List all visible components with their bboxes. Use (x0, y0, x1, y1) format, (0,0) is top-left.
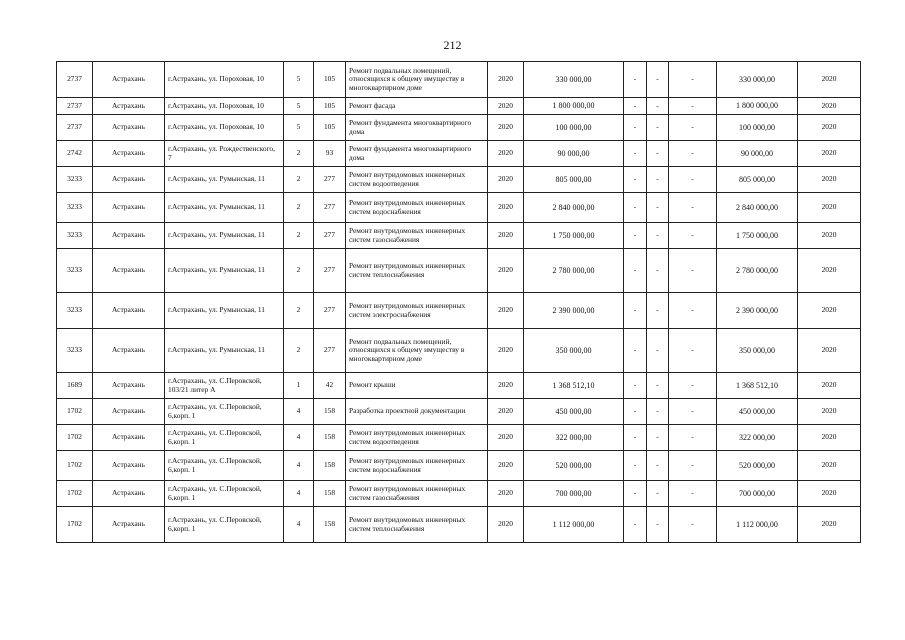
work-description-cell: Ремонт внутридомовых инженерных систем теплоснабжения (346, 249, 488, 293)
work-description-cell: Разработка проектной документации (346, 399, 488, 425)
fund-source-1-cell: - (624, 329, 647, 373)
deadline-cell: 2020 (798, 167, 861, 193)
fund-source-3-cell: - (669, 329, 717, 373)
fund-source-1-cell: - (624, 481, 647, 507)
city-cell: Астрахань (93, 249, 165, 293)
address-cell: г.Астрахань, ул. Румынская, 11 (165, 167, 284, 193)
fund-source-3-cell: - (669, 141, 717, 167)
fund-source-1-cell: - (624, 141, 647, 167)
address-cell: г.Астрахань, ул. Рождественского, 7 (165, 141, 284, 167)
area-cell: 42 (314, 373, 346, 399)
area-cell: 158 (314, 451, 346, 481)
floors-cell: 2 (284, 249, 314, 293)
area-cell: 158 (314, 399, 346, 425)
fund-source-3-cell: - (669, 373, 717, 399)
floors-cell: 2 (284, 329, 314, 373)
fund-source-1-cell: - (624, 62, 647, 98)
fund-source-3-cell: - (669, 223, 717, 249)
table-row (57, 373, 861, 399)
fund-source-2-cell: - (647, 507, 669, 543)
work-description-cell: Ремонт внутридомовых инженерных систем водоотведения (346, 425, 488, 451)
fund-source-3-cell: - (669, 98, 717, 115)
table-row (57, 507, 861, 543)
year-cell: 2020 (488, 141, 524, 167)
deadline-cell: 2020 (798, 249, 861, 293)
fund-source-2-cell: - (647, 249, 669, 293)
city-cell: Астрахань (93, 115, 165, 141)
year-cell: 2020 (488, 293, 524, 329)
total-cost-cell: 322 000,00 (524, 425, 624, 451)
fund-source-2-cell: - (647, 293, 669, 329)
total-cost-cell: 1 750 000,00 (524, 223, 624, 249)
year-cell: 2020 (488, 249, 524, 293)
fund-amount-cell: 450 000,00 (717, 399, 798, 425)
city-cell: Астрахань (93, 98, 165, 115)
fund-amount-cell: 1 800 000,00 (717, 98, 798, 115)
id-cell: 2737 (57, 98, 93, 115)
id-cell: 3233 (57, 193, 93, 223)
fund-source-2-cell: - (647, 141, 669, 167)
floors-cell: 2 (284, 223, 314, 249)
deadline-cell: 2020 (798, 62, 861, 98)
address-cell: г.Астрахань, ул. Румынская, 11 (165, 293, 284, 329)
area-cell: 105 (314, 62, 346, 98)
floors-cell: 4 (284, 481, 314, 507)
floors-cell: 1 (284, 373, 314, 399)
fund-source-3-cell: - (669, 115, 717, 141)
id-cell: 1702 (57, 507, 93, 543)
fund-source-2-cell: - (647, 425, 669, 451)
city-cell: Астрахань (93, 193, 165, 223)
total-cost-cell: 2 390 000,00 (524, 293, 624, 329)
address-cell: г.Астрахань, ул. С.Перовской, 6,корп. 1 (165, 481, 284, 507)
fund-source-2-cell: - (647, 62, 669, 98)
table-row (57, 167, 861, 193)
deadline-cell: 2020 (798, 425, 861, 451)
id-cell: 2737 (57, 115, 93, 141)
fund-amount-cell: 2 390 000,00 (717, 293, 798, 329)
table-row (57, 481, 861, 507)
city-cell: Астрахань (93, 451, 165, 481)
address-cell: г.Астрахань, ул. С.Перовской, 6,корп. 1 (165, 451, 284, 481)
deadline-cell: 2020 (798, 399, 861, 425)
fund-source-1-cell: - (624, 223, 647, 249)
fund-source-3-cell: - (669, 293, 717, 329)
fund-amount-cell: 805 000,00 (717, 167, 798, 193)
work-description-cell: Ремонт внутридомовых инженерных систем водоотведения (346, 167, 488, 193)
address-cell: г.Астрахань, ул. Пороховая, 10 (165, 62, 284, 98)
fund-source-3-cell: - (669, 507, 717, 543)
floors-cell: 5 (284, 115, 314, 141)
table-row (57, 329, 861, 373)
total-cost-cell: 2 780 000,00 (524, 249, 624, 293)
year-cell: 2020 (488, 507, 524, 543)
address-cell: г.Астрахань, ул. С.Перовской, 6,корп. 1 (165, 425, 284, 451)
fund-source-2-cell: - (647, 167, 669, 193)
floors-cell: 5 (284, 98, 314, 115)
work-description-cell: Ремонт фундамента многоквартирного дома (346, 141, 488, 167)
total-cost-cell: 350 000,00 (524, 329, 624, 373)
work-description-cell: Ремонт внутридомовых инженерных систем газоснабжения (346, 223, 488, 249)
fund-amount-cell: 700 000,00 (717, 481, 798, 507)
floors-cell: 2 (284, 141, 314, 167)
fund-source-2-cell: - (647, 451, 669, 481)
table-row (57, 62, 861, 98)
fund-source-3-cell: - (669, 249, 717, 293)
year-cell: 2020 (488, 373, 524, 399)
fund-source-2-cell: - (647, 98, 669, 115)
fund-source-3-cell: - (669, 451, 717, 481)
id-cell: 1702 (57, 425, 93, 451)
id-cell: 3233 (57, 249, 93, 293)
year-cell: 2020 (488, 223, 524, 249)
fund-source-2-cell: - (647, 399, 669, 425)
fund-amount-cell: 330 000,00 (717, 62, 798, 98)
total-cost-cell: 330 000,00 (524, 62, 624, 98)
fund-source-3-cell: - (669, 193, 717, 223)
area-cell: 277 (314, 329, 346, 373)
id-cell: 1702 (57, 399, 93, 425)
address-cell: г.Астрахань, ул. Румынская, 11 (165, 223, 284, 249)
city-cell: Астрахань (93, 223, 165, 249)
fund-source-1-cell: - (624, 193, 647, 223)
total-cost-cell: 1 112 000,00 (524, 507, 624, 543)
work-description-cell: Ремонт внутридомовых инженерных систем газоснабжения (346, 481, 488, 507)
fund-amount-cell: 1 368 512,10 (717, 373, 798, 399)
fund-source-1-cell: - (624, 115, 647, 141)
id-cell: 1702 (57, 451, 93, 481)
address-cell: г.Астрахань, ул. Румынская, 11 (165, 249, 284, 293)
area-cell: 277 (314, 293, 346, 329)
city-cell: Астрахань (93, 481, 165, 507)
fund-amount-cell: 90 000,00 (717, 141, 798, 167)
address-cell: г.Астрахань, ул. С.Перовской, 103/21 литер А (165, 373, 284, 399)
year-cell: 2020 (488, 451, 524, 481)
floors-cell: 2 (284, 193, 314, 223)
id-cell: 3233 (57, 167, 93, 193)
address-cell: г.Астрахань, ул. Пороховая, 10 (165, 115, 284, 141)
fund-amount-cell: 322 000,00 (717, 425, 798, 451)
id-cell: 2737 (57, 62, 93, 98)
area-cell: 277 (314, 167, 346, 193)
table-row (57, 249, 861, 293)
area-cell: 277 (314, 223, 346, 249)
fund-source-2-cell: - (647, 373, 669, 399)
area-cell: 105 (314, 98, 346, 115)
id-cell: 3233 (57, 293, 93, 329)
year-cell: 2020 (488, 193, 524, 223)
city-cell: Астрахань (93, 399, 165, 425)
fund-source-3-cell: - (669, 425, 717, 451)
id-cell: 1702 (57, 481, 93, 507)
fund-source-3-cell: - (669, 62, 717, 98)
fund-source-3-cell: - (669, 399, 717, 425)
work-description-cell: Ремонт внутридомовых инженерных систем водоснабжения (346, 193, 488, 223)
total-cost-cell: 100 000,00 (524, 115, 624, 141)
total-cost-cell: 1 368 512,10 (524, 373, 624, 399)
table-row (57, 293, 861, 329)
year-cell: 2020 (488, 329, 524, 373)
fund-source-1-cell: - (624, 167, 647, 193)
work-description-cell: Ремонт фасада (346, 98, 488, 115)
floors-cell: 4 (284, 507, 314, 543)
area-cell: 158 (314, 425, 346, 451)
year-cell: 2020 (488, 98, 524, 115)
page-number: 212 (443, 38, 462, 52)
table-row (57, 193, 861, 223)
area-cell: 93 (314, 141, 346, 167)
address-cell: г.Астрахань, ул. Румынская, 11 (165, 193, 284, 223)
table-row (57, 141, 861, 167)
fund-source-2-cell: - (647, 223, 669, 249)
total-cost-cell: 805 000,00 (524, 167, 624, 193)
table-row (57, 98, 861, 115)
deadline-cell: 2020 (798, 141, 861, 167)
city-cell: Астрахань (93, 167, 165, 193)
year-cell: 2020 (488, 167, 524, 193)
fund-source-2-cell: - (647, 193, 669, 223)
city-cell: Астрахань (93, 62, 165, 98)
fund-source-1-cell: - (624, 98, 647, 115)
work-description-cell: Ремонт внутридомовых инженерных систем водоснабжения (346, 451, 488, 481)
id-cell: 3233 (57, 223, 93, 249)
table-row (57, 399, 861, 425)
deadline-cell: 2020 (798, 193, 861, 223)
fund-source-1-cell: - (624, 373, 647, 399)
work-description-cell: Ремонт фундамента многоквартирного дома (346, 115, 488, 141)
deadline-cell: 2020 (798, 481, 861, 507)
city-cell: Астрахань (93, 141, 165, 167)
work-description-cell: Ремонт крыши (346, 373, 488, 399)
city-cell: Астрахань (93, 293, 165, 329)
deadline-cell: 2020 (798, 329, 861, 373)
total-cost-cell: 450 000,00 (524, 399, 624, 425)
floors-cell: 2 (284, 293, 314, 329)
floors-cell: 2 (284, 167, 314, 193)
deadline-cell: 2020 (798, 223, 861, 249)
total-cost-cell: 2 840 000,00 (524, 193, 624, 223)
address-cell: г.Астрахань, ул. Румынская, 11 (165, 329, 284, 373)
fund-amount-cell: 520 000,00 (717, 451, 798, 481)
area-cell: 277 (314, 249, 346, 293)
floors-cell: 5 (284, 62, 314, 98)
area-cell: 158 (314, 481, 346, 507)
fund-source-1-cell: - (624, 425, 647, 451)
work-description-cell: Ремонт подвальных помещений, относящихся к общему имуществу в многоквартирном доме (346, 62, 488, 98)
fund-source-2-cell: - (647, 481, 669, 507)
year-cell: 2020 (488, 115, 524, 141)
total-cost-cell: 700 000,00 (524, 481, 624, 507)
fund-amount-cell: 1 112 000,00 (717, 507, 798, 543)
fund-source-1-cell: - (624, 293, 647, 329)
year-cell: 2020 (488, 481, 524, 507)
fund-source-2-cell: - (647, 329, 669, 373)
table-row (57, 115, 861, 141)
area-cell: 277 (314, 193, 346, 223)
fund-source-1-cell: - (624, 451, 647, 481)
deadline-cell: 2020 (798, 293, 861, 329)
fund-source-1-cell: - (624, 507, 647, 543)
id-cell: 2742 (57, 141, 93, 167)
city-cell: Астрахань (93, 425, 165, 451)
floors-cell: 4 (284, 451, 314, 481)
table-row (57, 425, 861, 451)
capital-repair-table (56, 61, 861, 543)
id-cell: 1689 (57, 373, 93, 399)
address-cell: г.Астрахань, ул. С.Перовской, 6,корп. 1 (165, 399, 284, 425)
id-cell: 3233 (57, 329, 93, 373)
area-cell: 158 (314, 507, 346, 543)
work-description-cell: Ремонт внутридомовых инженерных систем теплоснабжения (346, 507, 488, 543)
deadline-cell: 2020 (798, 507, 861, 543)
floors-cell: 4 (284, 425, 314, 451)
deadline-cell: 2020 (798, 98, 861, 115)
deadline-cell: 2020 (798, 451, 861, 481)
city-cell: Астрахань (93, 373, 165, 399)
deadline-cell: 2020 (798, 373, 861, 399)
address-cell: г.Астрахань, ул. Пороховая, 10 (165, 98, 284, 115)
year-cell: 2020 (488, 399, 524, 425)
fund-amount-cell: 100 000,00 (717, 115, 798, 141)
total-cost-cell: 90 000,00 (524, 141, 624, 167)
fund-source-1-cell: - (624, 399, 647, 425)
city-cell: Астрахань (93, 329, 165, 373)
fund-source-3-cell: - (669, 167, 717, 193)
city-cell: Астрахань (93, 507, 165, 543)
address-cell: г.Астрахань, ул. С.Перовской, 6,корп. 1 (165, 507, 284, 543)
fund-amount-cell: 2 840 000,00 (717, 193, 798, 223)
work-description-cell: Ремонт подвальных помещений, относящихся к общему имуществу в многоквартирном доме (346, 329, 488, 373)
fund-source-3-cell: - (669, 481, 717, 507)
floors-cell: 4 (284, 399, 314, 425)
fund-amount-cell: 2 780 000,00 (717, 249, 798, 293)
area-cell: 105 (314, 115, 346, 141)
fund-amount-cell: 1 750 000,00 (717, 223, 798, 249)
table-row (57, 451, 861, 481)
fund-source-2-cell: - (647, 115, 669, 141)
fund-source-1-cell: - (624, 249, 647, 293)
total-cost-cell: 1 800 000,00 (524, 98, 624, 115)
year-cell: 2020 (488, 62, 524, 98)
year-cell: 2020 (488, 425, 524, 451)
table-row (57, 223, 861, 249)
fund-amount-cell: 350 000,00 (717, 329, 798, 373)
work-description-cell: Ремонт внутридомовых инженерных систем электроснабжения (346, 293, 488, 329)
total-cost-cell: 520 000,00 (524, 451, 624, 481)
deadline-cell: 2020 (798, 115, 861, 141)
